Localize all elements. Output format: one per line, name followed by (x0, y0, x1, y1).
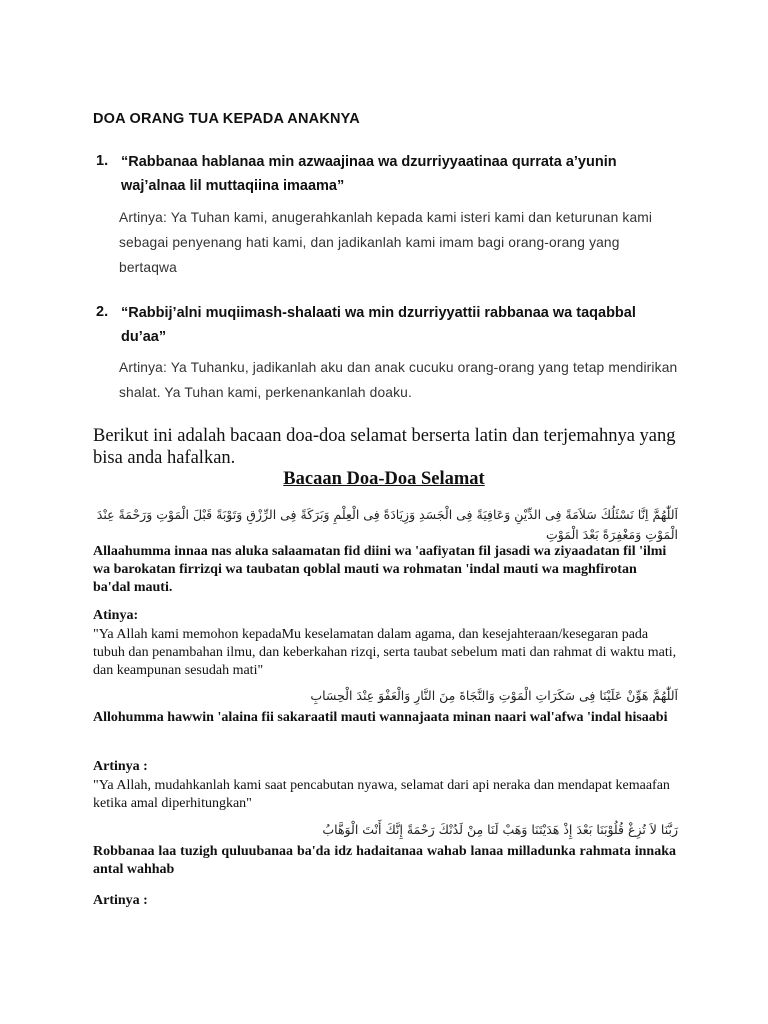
list-number: 1. (96, 153, 109, 169)
translation-label-3: Artinya : (93, 893, 148, 908)
list-number: 2. (96, 304, 109, 320)
translation-label-1: Atinya: (93, 608, 139, 623)
meaning-prayer-1: "Ya Allah kami memohon kepadaMu keselamatan dalam agama, dan kesejahteraan/kesegaran pada tubuh dan penambahan ilmu, dan keberkahan rizqi, serta taubat sebelum mati dan rahmat di waktu mati, dan keampunan sesudah mati" (93, 627, 677, 678)
prayer-translation: Artinya: Ya Tuhanku, jadikanlah aku dan anak cucuku orang-orang yang tetap mendirikan shalat. Ya Tuhan kami, perkenankanlah doaku. (119, 360, 678, 400)
latin-prayer-1: Allaahumma innaa nas aluka salaamatan fid diini wa 'aafiyatan fil jasadi wa ziyaadatan fil 'ilmi wa barokatan firrizqi wa taubatan qoblal mauti wa rohmatan 'indal mauti wa maghfirotan ba'dal mauti. (93, 544, 667, 595)
arabic-prayer-1: اَللّٰهُمَّ اِنَّا نَسْئَلُكَ سَلاَمَةً فِى الدِّيْنِ وَعَافِيَةً فِى الْجَسَدِ وَزِيَادَةً فِى الْعِلْمِ وَبَرَكَةً فِى الرِّزْقِ وَتَوْبَةً قَبْلَ الْمَوْتِ وَرَحْمَةً عِنْدَ الْمَوْتِ وَمَغْفِرَةً بَعْدَ الْمَوْتِ (96, 507, 678, 542)
arabic-prayer-3: رَبَّنَا لاَ تُزِغْ قُلُوْبَنَا بَعْدَ إِذْ هَدَيْتَنَا وَهَبْ لَنَا مِنْ لَدُنْكَ رَحْمَةً إِنَّكَ أَنْتَ الْوَهَّابُ (322, 822, 678, 837)
prayer-text: “Rabbanaa hablanaa min azwaajinaa wa dzurriyyaatinaa qurrata a’yunin waj’alnaa lil muttaqiina imaama” (121, 154, 617, 194)
latin-prayer-2: Allohumma hawwin 'alaina fii sakaraatil mauti wannajaata minan naari wal'afwa 'indal hisaabi (93, 710, 668, 725)
meaning-prayer-2: "Ya Allah, mudahkanlah kami saat pencabutan nyawa, selamat dari api neraka dan mendapat kemaafan ketika amal diperhitungkan" (93, 778, 670, 811)
latin-prayer-3: Robbanaa laa tuzigh quluubanaa ba'da idz hadaitanaa wahab lanaa milladunka rahmata innaka antal wahhab (93, 844, 676, 877)
prayer-translation: Artinya: Ya Tuhan kami, anugerahkanlah kepada kami isteri kami dan keturunan kami sebagai penyenang hati kami, dan jadikanlah kami imam bagi orang-orang yang bertaqwa (119, 210, 653, 275)
arabic-prayer-2: اَللّٰهُمَّ هَوِّنْ عَلَيْنَا فِى سَكَرَاتِ الْمَوْتِ وَالنَّجَاةَ مِنَ النَّارِ وَالْعَفْوَ عِنْدَ الْحِسَابِ (310, 688, 678, 703)
intro-paragraph: Berikut ini adalah bacaan doa-doa selamat berserta latin dan terjemahnya yang bisa anda hafalkan. (93, 426, 676, 468)
section-heading: Bacaan Doa-Doa Selamat (283, 469, 485, 489)
document-title: DOA ORANG TUA KEPADA ANAKNYA (93, 111, 360, 127)
translation-label-2: Artinya : (93, 759, 148, 774)
prayer-text: “Rabbij’alni muqiimash-shalaati wa min dzurriyyattii rabbanaa wa taqabbal du’aa” (121, 305, 636, 345)
